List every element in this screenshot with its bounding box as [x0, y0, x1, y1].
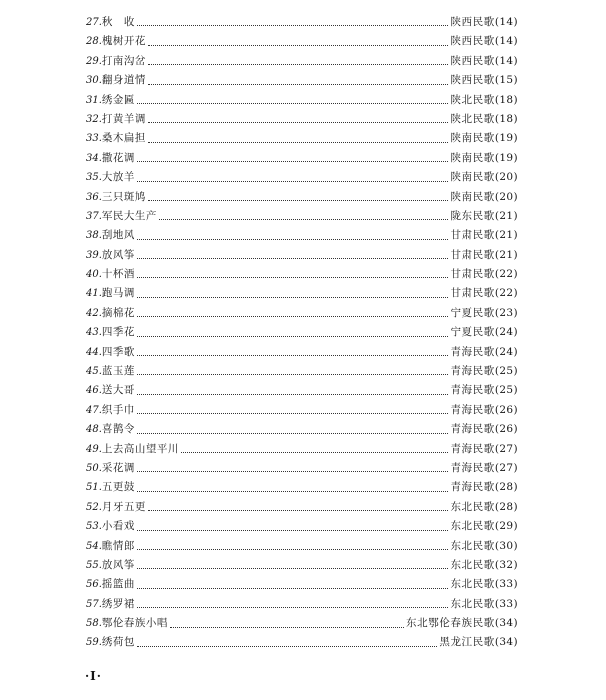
entry-number: 42.	[86, 307, 102, 319]
toc-entry	[86, 129, 518, 148]
entry-title: 打黄羊调	[101, 112, 146, 125]
entry-page: (22)	[494, 268, 518, 281]
entry-page: (15)	[494, 74, 518, 87]
page-number: ·I·	[85, 669, 102, 683]
entry-page: (21)	[494, 209, 518, 222]
entry-page: (33)	[494, 597, 518, 610]
toc-entry	[86, 614, 518, 633]
entry-page: (23)	[494, 306, 518, 319]
entry-number: 55.	[86, 559, 102, 571]
dot-leader	[137, 25, 449, 26]
dot-leader	[148, 122, 449, 123]
entry-number: 40.	[86, 269, 102, 281]
dot-leader	[137, 433, 449, 434]
entry-page: (24)	[494, 326, 518, 339]
dot-leader	[181, 452, 449, 453]
entry-title: 鄂伦春族小唱	[101, 617, 168, 630]
entry-source: 宁夏民歌	[450, 306, 495, 319]
dot-leader	[137, 239, 449, 240]
dot-leader	[137, 258, 449, 259]
dot-leader	[137, 646, 437, 647]
entry-title: 织手巾	[101, 403, 135, 416]
toc-entry	[86, 459, 518, 478]
entry-source: 东北民歌	[450, 500, 495, 513]
entry-title: 放风筝	[101, 248, 135, 261]
entry-number: 33.	[86, 133, 102, 145]
toc-entry	[86, 517, 518, 536]
entry-source: 甘肃民歌	[450, 287, 495, 300]
toc-entry	[86, 304, 518, 323]
entry-number: 51.	[86, 482, 102, 494]
entry-title: 放风筝	[101, 558, 135, 571]
entry-number: 58.	[86, 618, 102, 630]
entry-title: 刮地风	[101, 229, 135, 242]
dot-leader	[137, 413, 449, 414]
toc-entry	[86, 595, 518, 614]
entry-number: 39.	[86, 249, 102, 261]
entry-number: 57.	[86, 598, 102, 610]
entry-number: 38.	[86, 230, 102, 242]
toc-entry	[86, 420, 518, 439]
entry-page: (32)	[494, 558, 518, 571]
toc-entry	[86, 556, 518, 575]
toc-entry	[86, 401, 518, 420]
toc-entry	[86, 207, 518, 226]
entry-source: 陇东民歌	[450, 209, 495, 222]
entry-page: (28)	[494, 481, 518, 494]
dot-leader	[137, 549, 449, 550]
toc-entry	[86, 478, 518, 497]
dot-leader	[137, 297, 449, 298]
toc-entry	[86, 168, 518, 187]
entry-page: (18)	[494, 112, 518, 125]
entry-page: (22)	[494, 287, 518, 300]
dot-leader	[137, 181, 449, 182]
dot-leader	[137, 588, 449, 589]
toc-entry	[86, 32, 518, 51]
entry-title: 蓝玉莲	[101, 365, 135, 378]
entry-title: 四季花	[101, 326, 135, 339]
entry-page: (30)	[494, 539, 518, 552]
entry-source: 青海民歌	[450, 481, 495, 494]
entry-source: 东北民歌	[450, 558, 495, 571]
toc-entry	[86, 246, 518, 265]
toc-entry	[86, 575, 518, 594]
dot-leader	[148, 142, 449, 143]
entry-page: (18)	[494, 93, 518, 106]
entry-source: 陕南民歌	[450, 151, 495, 164]
entry-page: (14)	[494, 15, 518, 28]
entry-number: 34.	[86, 152, 102, 164]
entry-title: 桑木扁担	[101, 132, 146, 145]
entry-source: 青海民歌	[450, 365, 495, 378]
entry-number: 49.	[86, 443, 102, 455]
entry-number: 35.	[86, 172, 102, 184]
toc-entry	[86, 343, 518, 362]
toc-entry	[86, 498, 518, 517]
dot-leader	[137, 568, 449, 569]
entry-number: 52.	[86, 501, 102, 513]
entry-title: 上去高山望平川	[101, 442, 179, 455]
dot-leader	[137, 103, 449, 104]
dot-leader	[137, 316, 449, 317]
entry-page: (21)	[494, 248, 518, 261]
toc-entry	[86, 265, 518, 284]
entry-page: (26)	[494, 403, 518, 416]
entry-page: (19)	[494, 151, 518, 164]
entry-number: 46.	[86, 385, 102, 397]
entry-page: (29)	[494, 520, 518, 533]
entry-page: (27)	[494, 461, 518, 474]
entry-title: 撒花调	[101, 151, 135, 164]
entry-source: 东北鄂伦春族民歌	[406, 617, 495, 630]
entry-number: 27.	[86, 16, 102, 28]
entry-number: 28.	[86, 36, 102, 48]
entry-title: 月牙五更	[101, 500, 146, 513]
toc-entry	[86, 440, 518, 459]
dot-leader	[159, 219, 449, 220]
entry-number: 37.	[86, 210, 102, 222]
entry-number: 54.	[86, 540, 102, 552]
entry-page: (24)	[494, 345, 518, 358]
entry-page: (27)	[494, 442, 518, 455]
entry-title: 军民大生产	[101, 209, 157, 222]
entry-page: (28)	[494, 500, 518, 513]
table-of-contents	[86, 13, 518, 653]
entry-source: 甘肃民歌	[450, 248, 495, 261]
dot-leader	[137, 355, 449, 356]
entry-number: 53.	[86, 521, 102, 533]
dot-leader	[137, 607, 449, 608]
entry-source: 陕西民歌	[450, 15, 495, 28]
entry-page: (25)	[494, 365, 518, 378]
entry-number: 45.	[86, 366, 102, 378]
entry-page: (26)	[494, 423, 518, 436]
entry-number: 32.	[86, 113, 102, 125]
entry-source: 东北民歌	[450, 539, 495, 552]
entry-number: 48.	[86, 424, 102, 436]
dot-leader	[137, 336, 449, 337]
entry-source: 甘肃民歌	[450, 268, 495, 281]
dot-leader	[170, 627, 404, 628]
dot-leader	[137, 530, 449, 531]
toc-entry	[86, 149, 518, 168]
toc-entry	[86, 362, 518, 381]
entry-source: 青海民歌	[450, 403, 495, 416]
entry-number: 59.	[86, 637, 102, 649]
entry-number: 44.	[86, 346, 102, 358]
entry-source: 青海民歌	[450, 384, 495, 397]
entry-source: 青海民歌	[450, 442, 495, 455]
entry-title: 大放羊	[101, 171, 135, 184]
toc-entry	[86, 226, 518, 245]
entry-title: 翻身道情	[101, 74, 146, 87]
entry-page: (33)	[494, 578, 518, 591]
entry-title: 采花调	[101, 461, 135, 474]
toc-entry	[86, 381, 518, 400]
toc-entry	[86, 537, 518, 556]
entry-title: 秋 收	[101, 15, 135, 28]
entry-source: 青海民歌	[450, 345, 495, 358]
dot-leader	[137, 277, 449, 278]
dot-leader	[137, 471, 449, 472]
entry-number: 56.	[86, 579, 102, 591]
entry-title: 跑马调	[101, 287, 135, 300]
dot-leader	[148, 45, 449, 46]
entry-source: 青海民歌	[450, 461, 495, 474]
entry-title: 三只斑鸠	[101, 190, 146, 203]
entry-source: 陕西民歌	[450, 35, 495, 48]
entry-source: 宁夏民歌	[450, 326, 495, 339]
entry-title: 摇篮曲	[101, 578, 135, 591]
entry-number: 30.	[86, 75, 102, 87]
entry-title: 四季歌	[101, 345, 135, 358]
entry-title: 瞧情郎	[101, 539, 135, 552]
entry-page: (20)	[494, 171, 518, 184]
entry-title: 十杯酒	[101, 268, 135, 281]
entry-page: (19)	[494, 132, 518, 145]
entry-source: 甘肃民歌	[450, 229, 495, 242]
entry-source: 黑龙江民歌	[439, 636, 495, 649]
entry-source: 陕西民歌	[450, 54, 495, 67]
entry-page: (20)	[494, 190, 518, 203]
entry-title: 槐树开花	[101, 35, 146, 48]
toc-entry	[86, 110, 518, 129]
dot-leader	[137, 394, 449, 395]
entry-title: 打南沟岔	[101, 54, 146, 67]
entry-page: (14)	[494, 54, 518, 67]
entry-source: 陕南民歌	[450, 132, 495, 145]
entry-title: 摘棉花	[101, 306, 135, 319]
toc-entry	[86, 188, 518, 207]
toc-entry	[86, 284, 518, 303]
entry-page: (14)	[494, 35, 518, 48]
entry-number: 50.	[86, 462, 102, 474]
entry-source: 青海民歌	[450, 423, 495, 436]
entry-title: 小看戏	[101, 520, 135, 533]
entry-title: 绣荷包	[101, 636, 135, 649]
toc-entry	[86, 634, 518, 653]
entry-title: 绣金匾	[101, 93, 135, 106]
entry-number: 43.	[86, 327, 102, 339]
entry-source: 陕南民歌	[450, 171, 495, 184]
dot-leader	[137, 161, 449, 162]
entry-source: 东北民歌	[450, 578, 495, 591]
entry-page: (34)	[494, 636, 518, 649]
toc-entry	[86, 71, 518, 90]
dot-leader	[148, 510, 449, 511]
entry-source: 陕南民歌	[450, 190, 495, 203]
entry-number: 29.	[86, 55, 102, 67]
entry-title: 五更鼓	[101, 481, 135, 494]
entry-title: 喜鹊令	[101, 423, 135, 436]
entry-number: 47.	[86, 404, 102, 416]
dot-leader	[148, 200, 449, 201]
entry-number: 36.	[86, 191, 102, 203]
toc-entry	[86, 13, 518, 32]
toc-entry	[86, 323, 518, 342]
entry-page: (34)	[494, 617, 518, 630]
toc-entry	[86, 91, 518, 110]
dot-leader	[148, 64, 449, 65]
toc-entry	[86, 52, 518, 71]
entry-source: 东北民歌	[450, 597, 495, 610]
entry-source: 东北民歌	[450, 520, 495, 533]
dot-leader	[137, 374, 449, 375]
entry-title: 绣罗裙	[101, 597, 135, 610]
entry-number: 41.	[86, 288, 102, 300]
entry-number: 31.	[86, 94, 102, 106]
entry-title: 送大哥	[101, 384, 135, 397]
entry-source: 陕北民歌	[450, 112, 495, 125]
entry-source: 陕北民歌	[450, 93, 495, 106]
dot-leader	[137, 491, 449, 492]
entry-page: (25)	[494, 384, 518, 397]
entry-page: (21)	[494, 229, 518, 242]
dot-leader	[148, 84, 449, 85]
entry-source: 陕西民歌	[450, 74, 495, 87]
